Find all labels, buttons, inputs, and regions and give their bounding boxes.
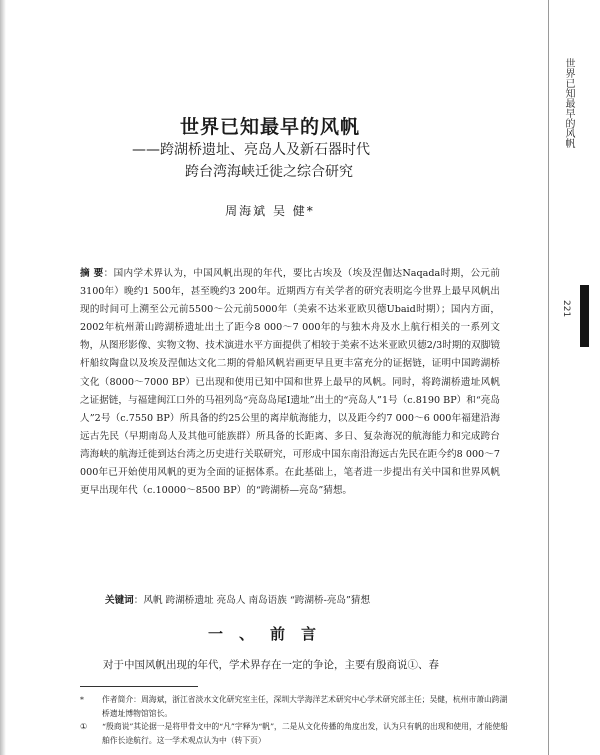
footnote-mark: ①: [80, 722, 87, 731]
article-title: 世界已知最早的风帆: [179, 116, 360, 138]
footnote-divider: [80, 686, 198, 687]
page-number: 221: [561, 300, 571, 318]
margin-marker-bar: [580, 285, 589, 347]
article-subtitle-line1: ——跨湖桥遗址、亮岛人及新石器时代: [132, 142, 370, 158]
keywords: [105, 593, 525, 609]
keywords-label: 关键词: [105, 595, 134, 606]
footnote-text: 作者简介：周海斌，浙江省淡水文化研究室主任，深圳大学海洋艺术研究中心学术研究部主任；吴健，杭州市萧山跨湖桥遗址博物馆馆长。: [102, 695, 508, 718]
footnote-item: [80, 693, 510, 720]
author-line: 周海斌 吴 健*: [225, 204, 315, 218]
footnotes: [80, 693, 510, 747]
section-heading: 一、前言: [207, 625, 332, 643]
footnote-item: [80, 720, 510, 747]
abstract-label: 摘 要: [80, 268, 104, 279]
footnote-mark: *: [80, 695, 84, 704]
keywords-text: ：风帆 跨湖桥遗址 亮岛人 南岛语族 “跨湖桥-亮岛”猜想: [133, 595, 371, 606]
article-subtitle-line2: 跨台湾海峡迁徙之综合研究: [185, 164, 353, 180]
footnote-text: “殷商说”其论据一是将甲骨文中的“凡”字释为“帆”，二是从文化传播的角度出发，认为只有帆的出现和使用，才能使船舶作长途航行。这一学术观点认为中（转下页）: [102, 722, 508, 745]
running-head: 世界已知最早的风帆: [563, 58, 574, 148]
body-paragraph: 对于中国风帆出现的年代，学术界存在一定的争论，主要有殷商说①、春: [103, 659, 439, 671]
abstract-text: ：国内学术界认为，中国风帆出现的年代，要比古埃及（埃及涅伽达Naqada时期，公元前3100年）晚约1 500年，甚至晚约3 200年。近期西方有关学者的研究表明迄今世界上最早风帆出现的时间可上溯至公元前5500～公元前5000年（美索不达米亚欧贝德Ubaid时期）；国内方面，2002年杭州萧山跨湖桥遗址出土了距今8 000～7 000年的与独木舟及水上航行相关的一系列文物，从图形影像、实物文物、技术演进水平方面提供了相较于美索不达米亚欧贝德2/3时期的双脚镜杆船纹陶盘以及埃及涅伽达文化二期的骨船风帆岩画更早且更丰富充分的证据链，证明中国跨湖桥文化（8000～7000 BP）已出现和使用已知中国和世界上最早的风帆。同时，将跨湖桥遗址风帆之证据链，与福建闽江口外的马祖列岛“亮岛岛尾Ⅰ遗址”出土的“亮岛人”1号（c.8190 BP）和“亮岛人”2号（c.7550 BP）所具备的约25公里的离岸航海能力，以及距今约7 000～6 000年福建沿海远古先民（早期南岛人及其他可能族群）所具备的长距离、多日、复杂海况的航海能力和完成跨台湾海峡的航海迁徙到达台湾之历史进行关联研究，可形成中国东南沿海远古先民在距今约8 000～7 000年已开始使用风帆的更为全面的证据体系。在此基础上，笔者进一步提出有关中国和世界风帆更早出现年代（c.10000～8500 BP）的“跨湖桥—亮岛”猜想。: [80, 268, 500, 497]
margin-divider: [548, 0, 549, 755]
abstract: [80, 265, 500, 500]
